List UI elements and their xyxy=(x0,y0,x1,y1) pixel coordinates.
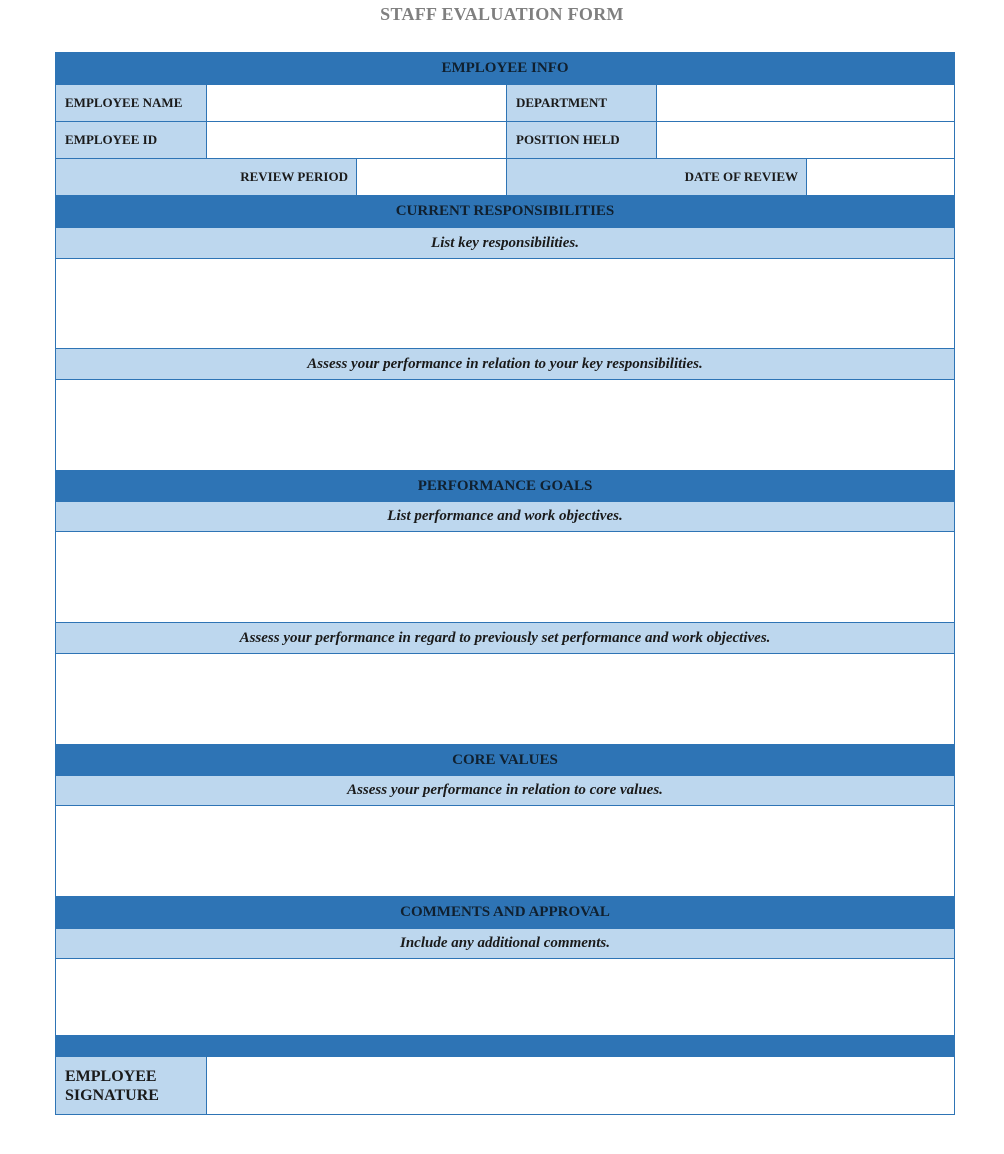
employee-id-row xyxy=(56,121,954,158)
comments-prompt: Include any additional comments. xyxy=(399,935,610,951)
comments-approval-heading xyxy=(56,896,954,928)
employee-name-field[interactable] xyxy=(206,85,506,121)
review-row xyxy=(56,158,954,195)
prompt-row xyxy=(56,227,954,258)
assess-objectives-prompt: Assess your performance in regard to previously set performance and work objectives. xyxy=(239,629,771,646)
prompt-row xyxy=(56,501,954,531)
employee-info-heading-text: EMPLOYEE INFO xyxy=(441,60,569,76)
signature-row xyxy=(56,1056,954,1114)
assess-responsibilities-textarea[interactable] xyxy=(56,379,954,470)
page-title: STAFF EVALUATION FORM xyxy=(380,4,624,24)
objectives-prompt: List performance and work objectives. xyxy=(387,508,623,524)
prompt-row xyxy=(56,348,954,379)
employee-signature-label: EMPLOYEE SIGNATURE xyxy=(56,1057,206,1114)
employee-info-heading xyxy=(56,53,954,84)
current-responsibilities-heading xyxy=(56,195,954,227)
prompt-row xyxy=(56,775,954,805)
department-label: DEPARTMENT xyxy=(506,85,656,121)
assess-responsibilities-prompt: Assess your performance in relation to your key responsibilities. xyxy=(307,355,703,372)
performance-goals-heading xyxy=(56,470,954,501)
date-of-review-field[interactable] xyxy=(806,159,954,195)
staff-evaluation-form xyxy=(55,52,955,1115)
assess-objectives-textarea[interactable] xyxy=(56,653,954,744)
core-values-heading xyxy=(56,744,954,775)
comments-approval-heading-text: COMMENTS AND APPROVAL xyxy=(400,904,610,920)
employee-name-row xyxy=(56,84,954,121)
core-values-prompt: Assess your performance in relation to core values. xyxy=(347,782,663,798)
employee-id-field[interactable] xyxy=(206,122,506,158)
current-responsibilities-heading-text: CURRENT RESPONSIBILITIES xyxy=(395,203,615,219)
employee-name-label: EMPLOYEE NAME xyxy=(56,85,206,121)
position-held-field[interactable] xyxy=(656,122,954,158)
department-field[interactable] xyxy=(656,85,954,121)
date-of-review-label: DATE OF REVIEW xyxy=(506,159,806,195)
position-held-label: POSITION HELD xyxy=(506,122,656,158)
employee-id-label: EMPLOYEE ID xyxy=(56,122,206,158)
prompt-row xyxy=(56,928,954,958)
review-period-field[interactable] xyxy=(356,159,506,195)
core-values-textarea[interactable] xyxy=(56,805,954,896)
objectives-textarea[interactable] xyxy=(56,531,954,622)
comments-textarea[interactable] xyxy=(56,958,954,1035)
signature-divider-bar xyxy=(56,1035,954,1056)
review-period-label: REVIEW PERIOD xyxy=(56,159,356,195)
employee-signature-field[interactable] xyxy=(206,1057,954,1114)
prompt-row xyxy=(56,622,954,653)
key-responsibilities-prompt: List key responsibilities. xyxy=(431,234,579,251)
performance-goals-heading-text: PERFORMANCE GOALS xyxy=(417,477,593,494)
core-values-heading-text: CORE VALUES xyxy=(452,751,558,768)
key-responsibilities-textarea[interactable] xyxy=(56,258,954,348)
